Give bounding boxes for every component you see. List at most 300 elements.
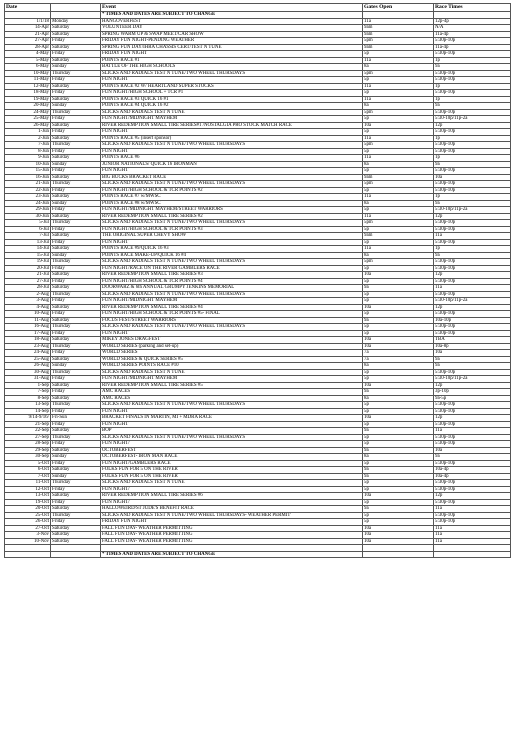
race-times-cell: 5:30p-10p	[434, 421, 511, 428]
date-cell: 21-Apr	[5, 31, 51, 38]
gates-open-cell: 9a	[363, 389, 434, 396]
day-cell: Saturday	[51, 317, 101, 324]
day-cell: Thursday	[51, 259, 101, 266]
schedule-table	[4, 3, 511, 558]
day-cell: Friday	[51, 90, 101, 97]
day-cell: Sunday	[51, 103, 101, 110]
event-cell: SLICKS AND RADIALS TEST N TUNE/TWO WHEEL THURSDAYS	[101, 434, 363, 441]
date-cell: 26-Oct	[5, 519, 51, 526]
gates-open-cell: 5p	[363, 129, 434, 136]
date-cell: 6-Oct	[5, 467, 51, 474]
gates-open-cell: 5p	[363, 116, 434, 123]
date-cell: 19-May	[5, 96, 51, 103]
event-cell: SLICKS AND RADIALS TEST N TUNE/TWO WHEEL THURSDAYS	[101, 324, 363, 331]
race-times-cell: 5:30p-10p	[434, 460, 511, 467]
race-times-cell: 5:30p-10p	[434, 311, 511, 318]
race-times-cell: 5:30p-10p	[434, 90, 511, 97]
race-times-cell: 11a	[434, 525, 511, 532]
gates-open-cell: 5p	[363, 324, 434, 331]
gates-open-cell: 11a	[363, 57, 434, 64]
day-cell: Sunday	[51, 473, 101, 480]
gates-open-cell: 8a	[363, 363, 434, 370]
event-header: Event	[101, 4, 363, 12]
day-cell: Friday	[51, 148, 101, 155]
race-times-cell: 5:30p-10p	[434, 278, 511, 285]
event-cell: FOLKS FUN FOR 5 ON THE RIVER	[101, 467, 363, 474]
gates-open-cell: 5pm	[363, 181, 434, 188]
gates-open-cell: 5p	[363, 434, 434, 441]
date-cell: 8-Jun	[5, 148, 51, 155]
date-cell: 18-Aug	[5, 337, 51, 344]
date-cell: 28-Sep	[5, 441, 51, 448]
day-cell: Sunday	[51, 200, 101, 207]
event-cell: SPRING FUN DAY/IHRA CHASSIS CERT/TEST N TUNE	[101, 44, 363, 51]
race-times-cell: 10a	[434, 350, 511, 357]
gates-open-cell: 10a	[363, 272, 434, 279]
date-cell: 1-Sep	[5, 382, 51, 389]
date-cell: 13-Sep	[5, 402, 51, 409]
event-cell: MIKEY JONES DRAGFEST	[101, 337, 363, 344]
gates-open-cell: 10a	[363, 415, 434, 422]
gates-open-cell: 5p	[363, 278, 434, 285]
gates-open-cell: 7a	[363, 356, 434, 363]
date-cell: 26-May	[5, 122, 51, 129]
event-cell: FUN NIGHT	[101, 239, 363, 246]
gates-open-cell: 5p	[363, 51, 434, 58]
gates-open-cell: 10a	[363, 337, 434, 344]
race-times-cell: 11a	[434, 532, 511, 539]
race-times-cell: 1p	[434, 83, 511, 90]
date-cell: 5-May	[5, 57, 51, 64]
gates-open-cell: 5pm	[363, 142, 434, 149]
event-cell: SLICKS AND RADIALS TEST N TUNE/TWO WHEEL THURSDAYS	[101, 142, 363, 149]
event-cell: OCTOBERFEST- IRON MAN RACE	[101, 454, 363, 461]
gates-open-cell: 5pm	[363, 38, 434, 45]
date-cell: 7-Sep	[5, 389, 51, 396]
event-cell: FRIDAY FUN NIGHT	[101, 51, 363, 58]
race-times-cell: 10a-10p	[434, 317, 511, 324]
event-cell: POINTS RACE MAKE-UP/QUICK 16 #4	[101, 252, 363, 259]
race-times-cell: 5:30p-10p	[434, 70, 511, 77]
race-times-cell: 11a	[434, 285, 511, 292]
date-cell: 16-Aug	[5, 324, 51, 331]
race-times-cell: 5:30p-10p	[434, 77, 511, 84]
gates-open-cell: 9a	[363, 285, 434, 292]
date-cell: 28-Apr	[5, 44, 51, 51]
event-cell: POINTS RACE #8 w/MWSC	[101, 200, 363, 207]
gates-open-cell: 5p	[363, 499, 434, 506]
gates-open-cell: 5p	[363, 330, 434, 337]
gates-open-cell: 8a	[363, 103, 434, 110]
date-cell: 20-Oct	[5, 506, 51, 513]
event-cell: DOORWARZ & 6th ANNUAL GRUMPY JENKINS MEMORIAL	[101, 285, 363, 292]
date-cell: 11-May	[5, 77, 51, 84]
day-cell: Monday	[51, 18, 101, 25]
race-times-cell: 9a	[434, 356, 511, 363]
race-times-cell: 5:30p-10p	[434, 129, 511, 136]
event-cell: SLICKS AND RADIALS TEST N TUNE/TWO WHEEL THURSDAYS	[101, 181, 363, 188]
gates-open-cell: 9a	[363, 473, 434, 480]
race-times-cell: 5:30p-10p	[434, 259, 511, 266]
event-cell: WORLD SERIES & QUICK SERIES #5	[101, 356, 363, 363]
event-cell: FOCUS FEST/STREET WARRIORS	[101, 317, 363, 324]
event-cell: POINTS RACE #5 (insert sponsor)	[101, 135, 363, 142]
day-cell: Friday	[51, 239, 101, 246]
gates-open-cell: 9am	[363, 44, 434, 51]
day-cell: Saturday	[51, 337, 101, 344]
event-cell: FUN NIGHT	[101, 330, 363, 337]
day-cell: Sunday	[51, 64, 101, 71]
event-cell: POINTS RACE #3 QUICK 16 #1	[101, 96, 363, 103]
gates-open-cell: 5p	[363, 480, 434, 487]
date-cell: 17-Aug	[5, 330, 51, 337]
date-cell: 21-Jul	[5, 272, 51, 279]
race-times-cell: 11a-4p	[434, 44, 511, 51]
event-cell: THE ORIGINAL SUPER CHEVY SHOW	[101, 233, 363, 240]
day-cell: Thursday	[51, 142, 101, 149]
event-cell: FRIDAY FUN NIGHT	[101, 519, 363, 526]
day-cell: Friday	[51, 311, 101, 318]
race-times-cell: 5:30p-10p	[434, 434, 511, 441]
event-cell: HANGOVERFEST	[101, 18, 363, 25]
date-cell: 25-Aug	[5, 356, 51, 363]
gates-open-cell: 10a	[363, 493, 434, 500]
gates-open-cell: 10a	[363, 532, 434, 539]
gates-open-cell: 9a	[363, 428, 434, 435]
event-cell: FUN NIGHT	[101, 421, 363, 428]
date-cell: 15-Jul	[5, 252, 51, 259]
gates-open-cell: 5p	[363, 441, 434, 448]
day-cell: Thursday	[51, 434, 101, 441]
day-cell: Saturday	[51, 96, 101, 103]
event-cell: SLICKS AND RADIALS TEST N TUNE/TWO WHEEL THURSDAYS	[101, 220, 363, 227]
notice-row-bottom	[5, 551, 511, 558]
day-cell: Saturday	[51, 25, 101, 32]
race-times-cell: 5:30p-10p	[434, 369, 511, 376]
race-times-cell: 1p	[434, 194, 511, 201]
date-header: Date	[5, 4, 51, 12]
race-times-cell: 5:30p-10p	[434, 499, 511, 506]
date-cell: 26-Aug	[5, 363, 51, 370]
race-times-cell: 5:30p-10p	[434, 226, 511, 233]
day-cell: Saturday	[51, 538, 101, 545]
date-cell: 27-Oct	[5, 525, 51, 532]
day-cell: Friday	[51, 168, 101, 175]
event-cell: RIVER REDEMPTION SMALL TIRE SERIES #2	[101, 213, 363, 220]
race-times-cell: 5:30p-10p	[434, 239, 511, 246]
date-cell: 30-Aug	[5, 369, 51, 376]
day-cell: Friday	[51, 519, 101, 526]
day-cell: Friday	[51, 51, 101, 58]
race-times-cell: 12p	[434, 382, 511, 389]
gates-open-cell: 11a	[363, 83, 434, 90]
day-cell: Friday	[51, 441, 101, 448]
event-cell: VOLUNTEER DAY	[101, 25, 363, 32]
gates-open-cell: 9am	[363, 25, 434, 32]
gates-open-cell: 5p	[363, 168, 434, 175]
event-cell: FALL FUN DAY- WEATHER PERMITTING	[101, 532, 363, 539]
race-times-cell: TBA	[434, 337, 511, 344]
gates-open-cell: 11a	[363, 194, 434, 201]
event-cell: WORLD SERIES	[101, 350, 363, 357]
event-cell: BRACKET FINALS IN MARTIN, MI + MDRA RACE	[101, 415, 363, 422]
gates-open-cell: 5p	[363, 239, 434, 246]
event-cell: FUN NIGHT	[101, 168, 363, 175]
gates-open-cell: 5p	[363, 291, 434, 298]
day-cell: Saturday	[51, 382, 101, 389]
day-cell: Saturday	[51, 525, 101, 532]
race-times-cell: 9a-5p	[434, 395, 511, 402]
day-cell: Saturday	[51, 304, 101, 311]
gates-open-cell: 9a	[363, 317, 434, 324]
day-cell: Fri-Sun	[51, 415, 101, 422]
gates-open-cell: 11a	[363, 155, 434, 162]
gates-open-cell: 5p	[363, 369, 434, 376]
gates-open-cell: 5p	[363, 265, 434, 272]
event-cell: SLICKS AND RADIALS TEST N TUNE/TWO WHEEL THURSDAYS	[101, 291, 363, 298]
date-cell: 2-Aug	[5, 291, 51, 298]
date-cell: 10-Nov	[5, 538, 51, 545]
gates-open-cell: 9am	[363, 233, 434, 240]
date-cell: 23-Jun	[5, 194, 51, 201]
race-times-cell: 1p	[434, 155, 511, 162]
gates-open-cell: 10a	[363, 525, 434, 532]
gates-open-cell: 5p	[363, 460, 434, 467]
race-times-cell: 12p	[434, 415, 511, 422]
day-cell: Friday	[51, 38, 101, 45]
date-cell: 10-May	[5, 70, 51, 77]
day-cell: Thursday	[51, 181, 101, 188]
day-cell: Saturday	[51, 467, 101, 474]
day-cell: Thursday	[51, 324, 101, 331]
race-times-cell: 5:30p-10p	[434, 142, 511, 149]
race-times-cell: 5:30p-10p	[434, 486, 511, 493]
race-times-cell: 5:30p-10p	[434, 519, 511, 526]
header-row	[5, 4, 511, 12]
date-cell: 27-Sep	[5, 434, 51, 441]
date-cell: 25-Oct	[5, 512, 51, 519]
event-cell: POINTS RACE #1	[101, 57, 363, 64]
schedule-rows	[5, 18, 511, 545]
date-cell: 28-Jul	[5, 285, 51, 292]
date-cell: 7-Jul	[5, 233, 51, 240]
event-cell: JUNIOR NATIONALS/ QUICK 16 IRONMAN	[101, 161, 363, 168]
gates-open-cell: 11a	[363, 96, 434, 103]
date-cell: 30-Jun	[5, 213, 51, 220]
race-times-cell: 5:30p-10p	[434, 168, 511, 175]
race-times-cell: 11a-4p	[434, 31, 511, 38]
race-times-cell: 5:30p-10p	[434, 330, 511, 337]
event-cell: WORLD SERIES POINTS RACE #10	[101, 363, 363, 370]
date-cell: 24-Aug	[5, 350, 51, 357]
day-cell: Thursday	[51, 480, 101, 487]
event-cell: SLICKS AND RADIALS TEST N TUNE/TWO WHEEL THURSDAYS	[101, 402, 363, 409]
event-cell: AMC RACES	[101, 389, 363, 396]
race-times-cell: 5:30-10p/11p-2a	[434, 116, 511, 123]
race-times-cell: 12p	[434, 304, 511, 311]
race-times-cell: 12p	[434, 493, 511, 500]
race-times-cell: 5:30-10p/11p-2a	[434, 376, 511, 383]
date-cell: 1-Jun	[5, 129, 51, 136]
date-cell: 14-Apr	[5, 25, 51, 32]
date-cell: 2-Jun	[5, 135, 51, 142]
event-cell: FUN NIGHT/	[101, 441, 363, 448]
gates-open-cell: 10a	[363, 304, 434, 311]
gates-open-cell: 5p	[363, 148, 434, 155]
race-times-cell: 12p-4p	[434, 18, 511, 25]
day-cell: Friday	[51, 226, 101, 233]
day-cell: Friday	[51, 486, 101, 493]
event-cell: FUN NIGHT/RACE ON THE RIVER GAMBLERS RACE	[101, 265, 363, 272]
event-cell: FUN NIGHT/	[101, 486, 363, 493]
event-cell: POINTS RACE #7 w/MWSC	[101, 194, 363, 201]
gates-open-cell: 8a	[363, 395, 434, 402]
date-cell: 11-Aug	[5, 317, 51, 324]
day-cell: Friday	[51, 265, 101, 272]
day-cell: Saturday	[51, 194, 101, 201]
date-cell: 3-Aug	[5, 298, 51, 305]
event-cell: FUN NIGHT/	[101, 499, 363, 506]
event-cell: FOLKS FUN FOR 5 ON THE RIVER	[101, 473, 363, 480]
day-cell: Thursday	[51, 402, 101, 409]
race-times-cell: 12p	[434, 213, 511, 220]
race-times-header: Race Times	[434, 4, 511, 12]
race-times-cell: 1p	[434, 96, 511, 103]
date-cell: 10-Aug	[5, 311, 51, 318]
event-cell: FUN NIGHT	[101, 148, 363, 155]
gates-open-cell: 5pm	[363, 70, 434, 77]
day-cell: Saturday	[51, 272, 101, 279]
day-cell: Thursday	[51, 512, 101, 519]
event-cell: SLICKS AND RADIALS TEST N TUNE	[101, 480, 363, 487]
event-cell: SLICKS AND RADIALS TEST N TUNE/TWO WHEEL THURSDAYS- WEATHER PERMIT'	[101, 512, 363, 519]
date-cell: 12-May	[5, 83, 51, 90]
event-cell: FUN NIGHT/HIGH SCHOOL & TCR POINTS #2	[101, 187, 363, 194]
date-cell: 6-May	[5, 64, 51, 71]
race-times-cell: 9a	[434, 363, 511, 370]
race-times-cell: 1p	[434, 57, 511, 64]
notice-top: * TIMES AND DATES ARE SUBJECT TO CHANGE	[101, 12, 363, 19]
event-cell: POINTS RACE #9/QUICK 16 #3	[101, 246, 363, 253]
race-times-cell: 5:30p-10p	[434, 512, 511, 519]
date-cell: 6-Jul	[5, 226, 51, 233]
date-cell: 19-Oct	[5, 499, 51, 506]
event-cell: FUN NIGHT/MIDNIGHT MAYHEM	[101, 298, 363, 305]
race-times-cell: 5:30p-10p	[434, 38, 511, 45]
gates-open-cell: 5p	[363, 298, 434, 305]
day-cell: Friday	[51, 298, 101, 305]
gates-open-cell: 5p	[363, 512, 434, 519]
date-cell: 29-Sep	[5, 447, 51, 454]
day-cell: Saturday	[51, 135, 101, 142]
day-cell: Friday	[51, 278, 101, 285]
race-times-cell: 12p	[434, 122, 511, 129]
date-cell: 20-May	[5, 103, 51, 110]
gates-header: Gates Open	[363, 4, 434, 12]
day-cell: Saturday	[51, 356, 101, 363]
event-cell: POINTS RACE #4 QUICK 16 #2	[101, 103, 363, 110]
event-cell: FALL FUN DAY- WEATHER PERMITTING	[101, 538, 363, 545]
date-cell: 23-Aug	[5, 343, 51, 350]
date-cell: 30-Sep	[5, 454, 51, 461]
day-cell: Saturday	[51, 174, 101, 181]
date-cell: 13-Jul	[5, 239, 51, 246]
date-cell: 31-Aug	[5, 376, 51, 383]
event-cell: FUN NIGHT/MIDNIGHT MAYHEM/STREET WARRIORS	[101, 207, 363, 214]
race-times-cell: 9a	[434, 200, 511, 207]
date-cell: 24-May	[5, 109, 51, 116]
day-cell: Thursday	[51, 70, 101, 77]
gates-open-cell: 10a	[363, 122, 434, 129]
day-cell: Friday	[51, 408, 101, 415]
gates-open-cell: 5p	[363, 207, 434, 214]
event-cell: POINTS RACE #2 W/ HEARTLAND SUPER STOCKS	[101, 83, 363, 90]
race-times-cell: 5:30p-10p	[434, 324, 511, 331]
day-cell: Friday	[51, 187, 101, 194]
day-cell: Friday	[51, 116, 101, 123]
day-cell: Saturday	[51, 213, 101, 220]
event-cell: RIVER REDEMPTION SMALL TIRE SERIES #4	[101, 304, 363, 311]
race-times-cell: 11a	[434, 506, 511, 513]
day-cell: Friday	[51, 499, 101, 506]
event-cell: FUN NIGHT/HIGH SCHOOL & TCR POINTS #3	[101, 226, 363, 233]
date-cell: 3-Nov	[5, 532, 51, 539]
date-cell: 5-Oct	[5, 460, 51, 467]
race-times-cell: 5:30p-10p	[434, 480, 511, 487]
day-cell: Thursday	[51, 220, 101, 227]
date-cell: 14-Jul	[5, 246, 51, 253]
event-cell: POINTS RACE #6	[101, 155, 363, 162]
gates-open-cell: 5p	[363, 486, 434, 493]
date-cell: 11-Oct	[5, 480, 51, 487]
notice-bottom: * TIMES AND DATES ARE SUBJECT TO CHANGE	[101, 551, 363, 558]
date-cell: 25-May	[5, 116, 51, 123]
race-times-cell: 12p	[434, 272, 511, 279]
gates-open-cell: 11a	[363, 213, 434, 220]
event-cell: BIG BUCKS BRACKET RACE	[101, 174, 363, 181]
race-times-cell: 3p-10p	[434, 389, 511, 396]
day-cell: Friday	[51, 207, 101, 214]
gates-open-cell: 8a	[363, 64, 434, 71]
gates-open-cell: 5p	[363, 90, 434, 97]
day-cell: Saturday	[51, 44, 101, 51]
gates-open-cell: 5pm	[363, 259, 434, 266]
date-cell: 24-Jun	[5, 200, 51, 207]
event-cell: FRIDAY FUN NIGHT-PENDING WEATHER	[101, 38, 363, 45]
day-cell: Saturday	[51, 246, 101, 253]
date-cell: 13-Oct	[5, 493, 51, 500]
day-cell: Thursday	[51, 291, 101, 298]
race-times-cell: 5:30p-10p	[434, 291, 511, 298]
gates-open-cell: 10a	[363, 382, 434, 389]
day-cell: Thursday	[51, 109, 101, 116]
date-cell: 27-Jul	[5, 278, 51, 285]
date-cell: 8-Sep	[5, 395, 51, 402]
event-cell: FUN NIGHT	[101, 129, 363, 136]
gates-open-cell: 5p	[363, 519, 434, 526]
day-header	[51, 4, 101, 12]
date-cell: 5-Jul	[5, 220, 51, 227]
race-times-cell: 11a	[434, 233, 511, 240]
day-cell: Saturday	[51, 493, 101, 500]
day-cell: Sunday	[51, 161, 101, 168]
event-cell: SLICKS AND RADIALS TEST N TUNE	[101, 369, 363, 376]
gates-open-cell: 11a	[363, 246, 434, 253]
day-cell: Saturday	[51, 506, 101, 513]
event-cell: FUN NIGHT/HIGH SCHOOL + TCR #1	[101, 90, 363, 97]
date-cell: 22-Sep	[5, 428, 51, 435]
race-times-cell: 5:30p-10p	[434, 109, 511, 116]
